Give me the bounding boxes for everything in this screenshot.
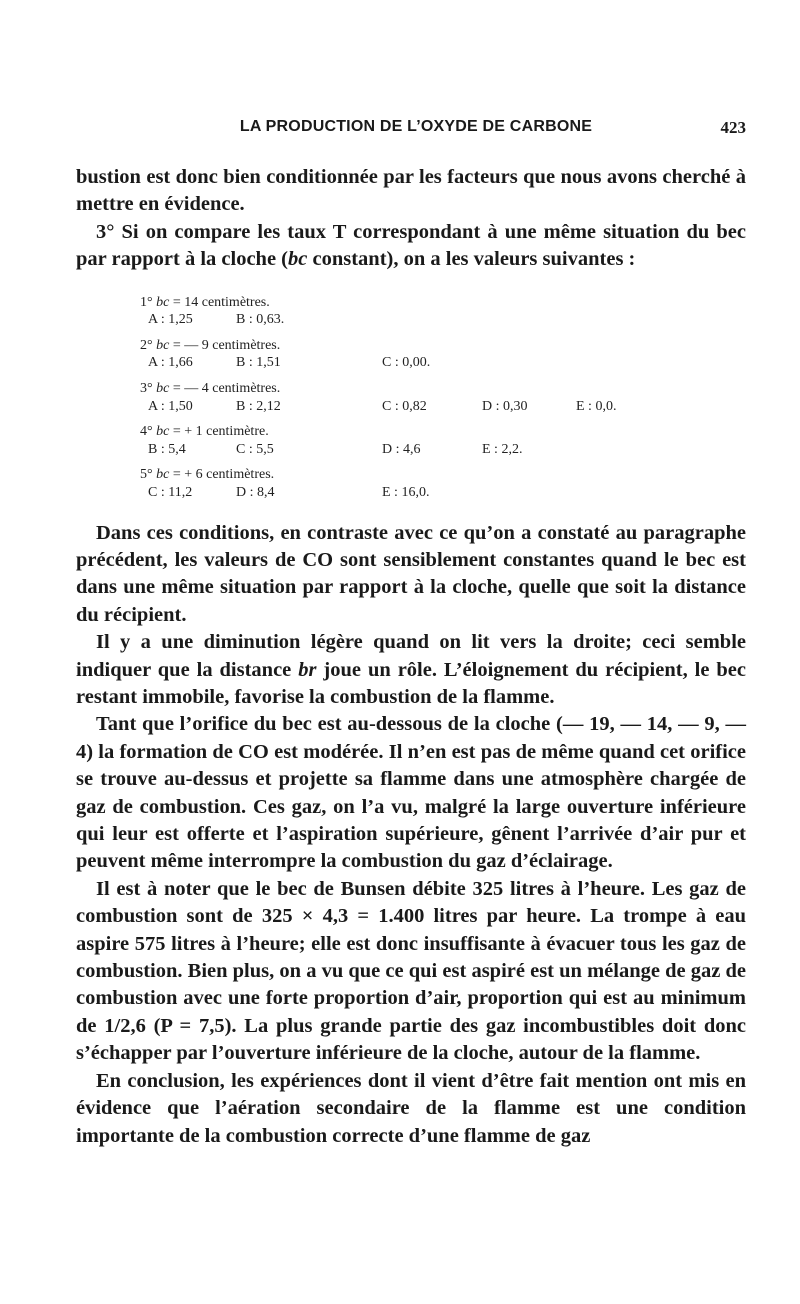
table-entry <box>76 380 746 415</box>
table-entry <box>76 423 746 458</box>
paragraph-tant: Tant que l’orifice du bec est au-dessous de la cloche (— 19, — 14, — 9, — 4) la formation de CO est modérée. Il n’en est pas de même quand cet orifice se trouve au-dessus et projette sa flamme dans une atmosphère chargée de gaz de combustion. Ces gaz, on l’a vu, malgré la large ouverture inférieure qui leur est offerte et l’aspiration supérieure, gênent l’arrivée d’air pur et peuvent même interrompre la combustion du gaz d’éclairage. <box>76 713 746 873</box>
values-table <box>76 294 746 502</box>
entry-equation: = — 4 centimètres. <box>169 381 281 396</box>
entry-equation: = + 1 centimètre. <box>169 424 269 440</box>
paragraph-dans: Dans ces conditions, en contraste avec ce qu’on a constaté au paragraphe précédent, les valeurs de CO sont sensiblement constantes quand le bec est dans une même situation par rapport à la cloche, quelle que soit la distance du récipient. <box>76 521 746 626</box>
entry-heading <box>76 294 746 312</box>
entry-number: 3° <box>140 381 153 396</box>
entry-equation: = 14 centimètres. <box>169 294 270 310</box>
paragraph-3-after: constant), on a les valeurs suivantes : <box>307 248 636 271</box>
table-entry <box>76 337 746 372</box>
entry-heading <box>76 466 746 484</box>
entry-number: 5° <box>140 467 153 483</box>
running-title: LA PRODUCTION DE L’OXYDE DE CARBONE <box>239 118 593 135</box>
entry-number: 1° <box>140 294 153 310</box>
paragraph-il-after: joue un rôle. L’éloignement du récipient, le bec restant immobile, favorise la combustion de la flamme. <box>76 658 746 708</box>
paragraph-bunsen: Il est à noter que le bec de Bunsen débite 325 litres à l’heure. Les gaz de combustion sont de 325 × 4,3 = 1.400 litres par heure. La trompe à eau aspire 575 litres à l’heure; elle est donc insuffisante à évacuer tous les gaz de combustion. Bien plus, on a vu que ce qui est aspiré est un mélange de gaz de combustion avec une forte proportion d’air, proportion qui est au minimum de 1/2,6 (P = 7,5). La plus grande partie des gaz incombustibles doit donc s’échapper par l’ouverture inférieure de la cloche, autour de la flamme. <box>76 877 746 1065</box>
entry-equation: = + 6 centimètres. <box>169 467 275 483</box>
entry-variable: bc <box>156 294 170 310</box>
value-d: D : 8,4 <box>236 484 275 500</box>
table-entry <box>76 294 746 329</box>
value-c: C : 5,5 <box>236 441 274 457</box>
paragraph-conclusion: En conclusion, les expériences dont il vient d’être fait mention ont mis en évidence que l’aération secondaire de la flamme est une condition importante de la combustion correcte d’une flamme de gaz <box>76 1069 746 1147</box>
paragraph-continuation: bustion est donc bien conditionnée par les facteurs que nous avons cherché à mettre en évidence. <box>76 166 746 216</box>
page-number: 423 <box>720 118 746 137</box>
entry-variable: bc <box>156 424 170 440</box>
value-d: D : 4,6 <box>382 441 421 457</box>
entry-heading <box>76 423 746 441</box>
paragraph-3-italic: bc <box>288 248 308 271</box>
value-e: E : 0,0. <box>576 398 617 414</box>
paragraph-3-before: 3° Si on compare les taux T correspondant à une même situation du bec par rapport à la cloche ( <box>76 220 746 271</box>
table-entry <box>76 466 746 501</box>
entry-values <box>76 441 746 459</box>
value-a: A : 1,25 <box>148 312 193 328</box>
paragraph-il-italic: br <box>298 658 317 681</box>
entry-heading <box>76 337 746 355</box>
entry-values <box>76 484 746 502</box>
value-e: E : 16,0. <box>382 484 430 500</box>
paragraph-il-before: Il y a une diminution légère quand on lit vers la droite; ceci semble indiquer que la distance <box>76 631 746 681</box>
value-b: B : 2,12 <box>236 398 281 414</box>
page <box>76 118 746 1150</box>
value-b: B : 0,63. <box>236 312 285 328</box>
value-a: A : 1,66 <box>148 355 193 371</box>
entry-values <box>76 398 746 416</box>
value-c: C : 0,00. <box>382 355 431 371</box>
running-head <box>76 118 746 144</box>
value-c: C : 11,2 <box>148 484 193 500</box>
value-a: A : 1,50 <box>148 398 193 414</box>
entry-number: 4° <box>140 424 153 440</box>
entry-variable: bc <box>156 381 170 396</box>
paragraph-3 <box>76 219 746 274</box>
value-c: C : 0,82 <box>382 398 427 414</box>
value-d: D : 0,30 <box>482 398 528 414</box>
value-b: B : 5,4 <box>148 441 186 457</box>
entry-equation: = — 9 centimètres. <box>169 337 281 353</box>
entry-number: 2° <box>140 337 153 353</box>
entry-values <box>76 354 746 372</box>
entry-variable: bc <box>156 337 170 353</box>
entry-values <box>76 311 746 329</box>
entry-variable: bc <box>156 467 170 483</box>
entry-heading <box>76 380 746 398</box>
value-e: E : 2,2. <box>482 441 523 457</box>
paragraph-il <box>76 629 746 711</box>
value-b: B : 1,51 <box>236 355 281 371</box>
